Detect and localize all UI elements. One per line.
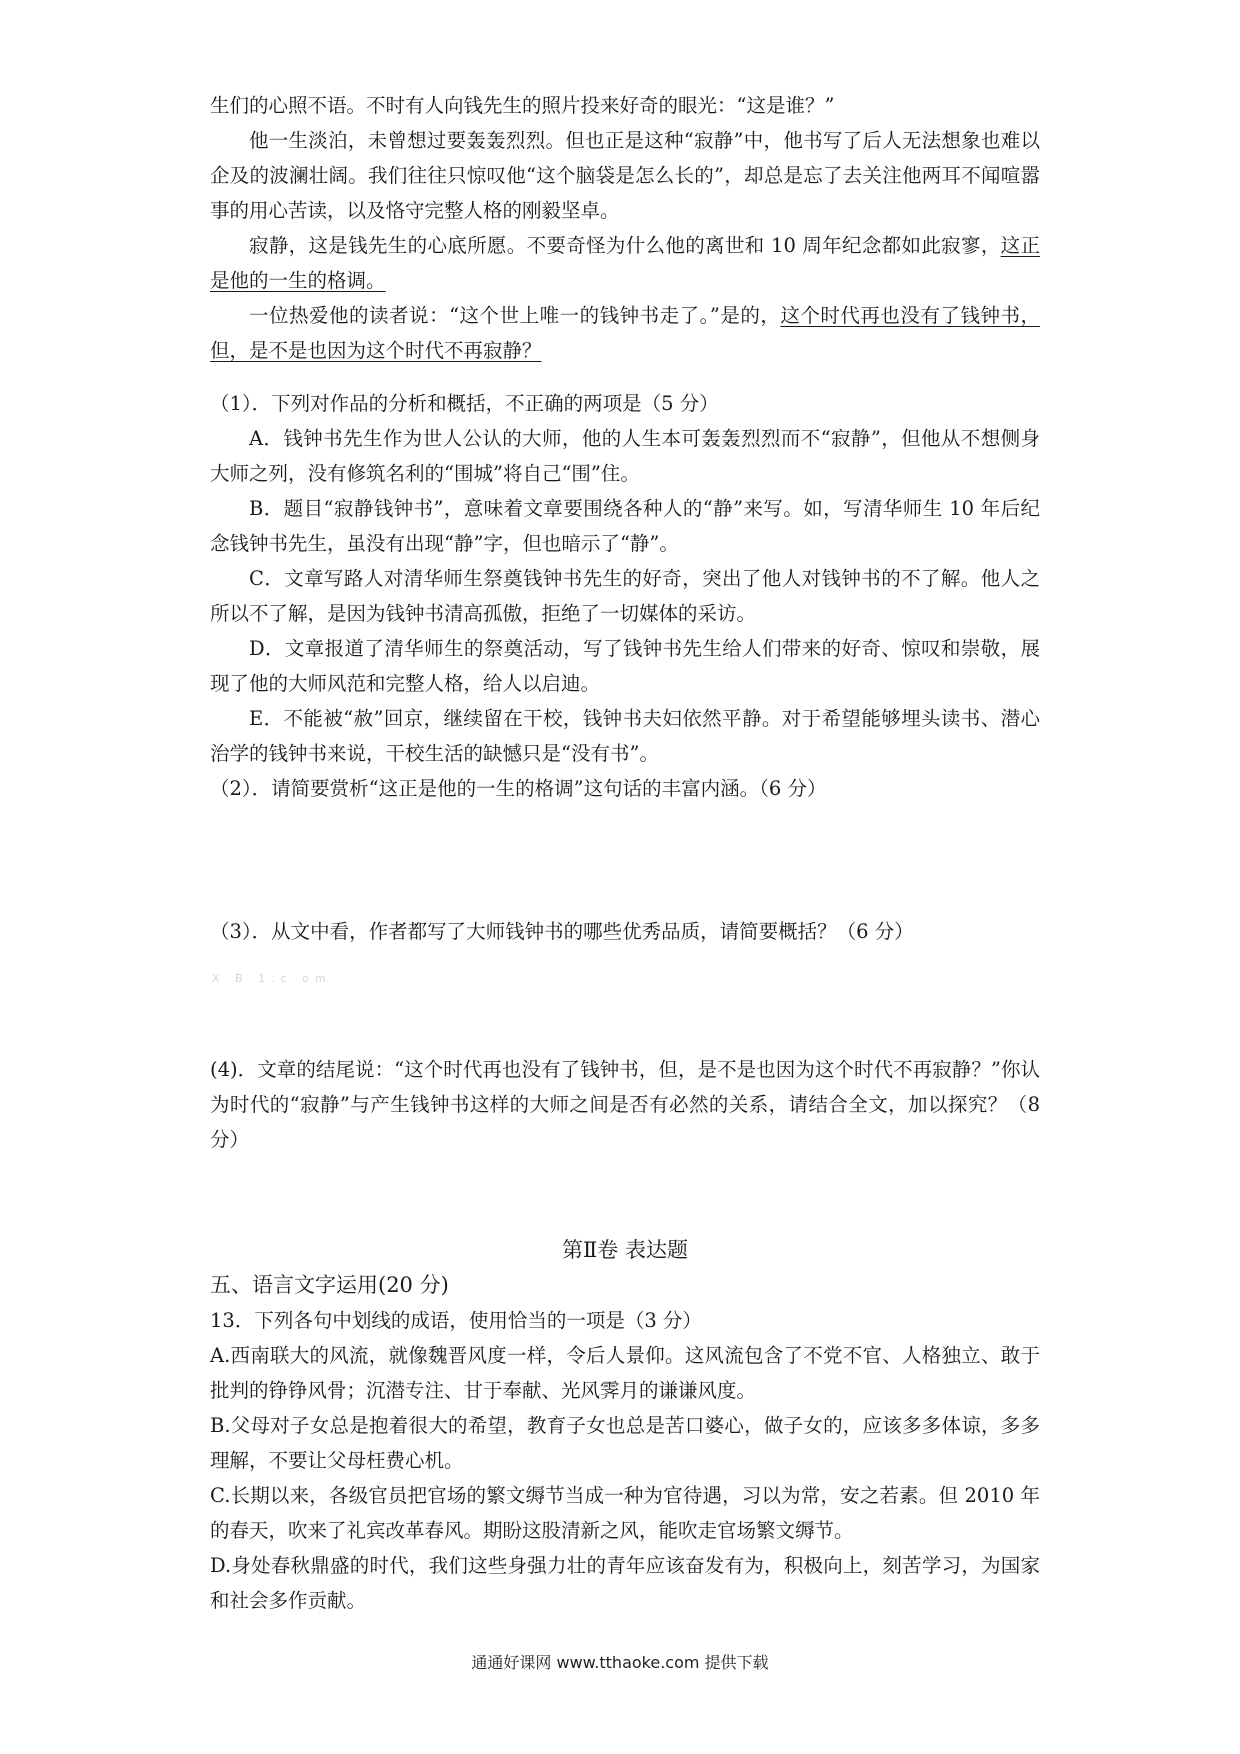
passage-paragraph — [210, 298, 1040, 368]
question-stem: (4)．文章的结尾说：“这个时代再也没有了钱钟书，但，是不是也因为这个时代不再寂静？”你认为时代的“寂静”与产生钱钟书这样的大师之间是否有必然的关系，请结合全文，加以探究？（8 分） — [210, 1058, 1040, 1151]
question-option: D．文章报道了清华师生的祭奠活动，写了钱钟书先生给人们带来的好奇、惊叹和崇敬，展现了他的大师风范和完整人格，给人以启迪。 — [210, 637, 1040, 695]
question-option: A．钱钟书先生作为世人公认的大师，他的人生本可轰轰烈烈而不“寂静”，但他从不想侧身大师之列，没有修筑名利的“围城”将自己“围”住。 — [210, 427, 1040, 485]
question-option: C.长期以来，各级官员把官场的繁文缛节当成一种为官待遇，习以为常，安之若素。但 2010 年的春天，吹来了礼宾改革春风。期盼这股清新之风，能吹走官场繁文缛节。 — [210, 1484, 1040, 1542]
passage-paragraph: 他一生淡泊，未曾想过要轰轰烈烈。但也正是这种“寂静”中，他书写了后人无法想象也难以企及的波澜壮阔。我们往往只惊叹他“这个脑袋是怎么长的”，却总是忘了去关注他两耳不闻喧嚣事的用心苦读，以及恪守完整人格的刚毅坚卓。 — [210, 129, 1040, 222]
part-title: 第Ⅱ卷 表达题 — [562, 1238, 688, 1262]
passage-text: 寂静，这是钱先生的心底所愿。不要奇怪为什么他的离世和 10 周年纪念都如此寂寥， — [249, 234, 1001, 257]
page-footer: 通通好课网 www.tthaoke.com 提供下载 — [471, 1653, 769, 1672]
underlined-sentence: 这个时代再也没有了钱钟书，但，是不是也因为这个时代不再寂静？ — [210, 304, 1040, 362]
question-option: D.身处春秋鼎盛的时代，我们这些身强力壮的青年应该奋发有为，积极向上，刻苦学习，为国家和社会多作贡献。 — [210, 1554, 1040, 1612]
answer-space — [210, 806, 1040, 914]
question-stem: （2）．请简要赏析“这正是他的一生的格调”这句话的丰富内涵。（6 分） — [210, 777, 827, 800]
question-stem: （3）．从文中看，作者都写了大师钱钟书的哪些优秀品质，请简要概括？（6 分） — [210, 920, 914, 943]
document-page — [210, 88, 1040, 1618]
section-heading: 五、语言文字运用(20 分) — [210, 1273, 449, 1297]
underlined-sentence: 这正是他的一生的格调。 — [210, 234, 1040, 292]
answer-space — [210, 996, 1040, 1052]
question-option: B．题目“寂静钱钟书”，意味着文章要围绕各种人的“静”来写。如，写清华师生 10 年后纪念钱钟书先生，虽没有出现“静”字，但也暗示了“静”。 — [210, 497, 1040, 555]
passage-line: 生们的心照不语。不时有人向钱先生的照片投来好奇的眼光：“这是谁？” — [210, 94, 835, 117]
question-option: E．不能被“赦”回京，继续留在干校，钱钟书夫妇依然平静。对于希望能够埋头读书、潜心治学的钱钟书来说，干校生活的缺憾只是“没有书”。 — [210, 707, 1040, 765]
watermark-text: X B 1.c om — [212, 972, 332, 985]
passage-text: 一位热爱他的读者说：“这个世上唯一的钱钟书走了。”是的， — [249, 304, 781, 327]
question-option: C．文章写路人对清华师生祭奠钱钟书先生的好奇，突出了他人对钱钟书的不了解。他人之所以不了解，是因为钱钟书清高孤傲，拒绝了一切媒体的采访。 — [210, 567, 1040, 625]
passage-paragraph — [210, 228, 1040, 298]
question-option: A.西南联大的风流，就像魏晋风度一样，令后人景仰。这风流包含了不党不官、人格独立、敢于批判的铮铮风骨；沉潜专注、甘于奉献、光风霁月的谦谦风度。 — [210, 1344, 1040, 1402]
question-stem: 13．下列各句中划线的成语，使用恰当的一项是（3 分） — [210, 1309, 702, 1332]
question-stem: （1）．下列对作品的分析和概括，不正确的两项是（5 分） — [210, 392, 719, 415]
question-option: B.父母对子女总是抱着很大的希望，教育子女也总是苦口婆心，做子女的，应该多多体谅，多多理解，不要让父母枉费心机。 — [210, 1414, 1040, 1472]
answer-space — [210, 1157, 1040, 1233]
